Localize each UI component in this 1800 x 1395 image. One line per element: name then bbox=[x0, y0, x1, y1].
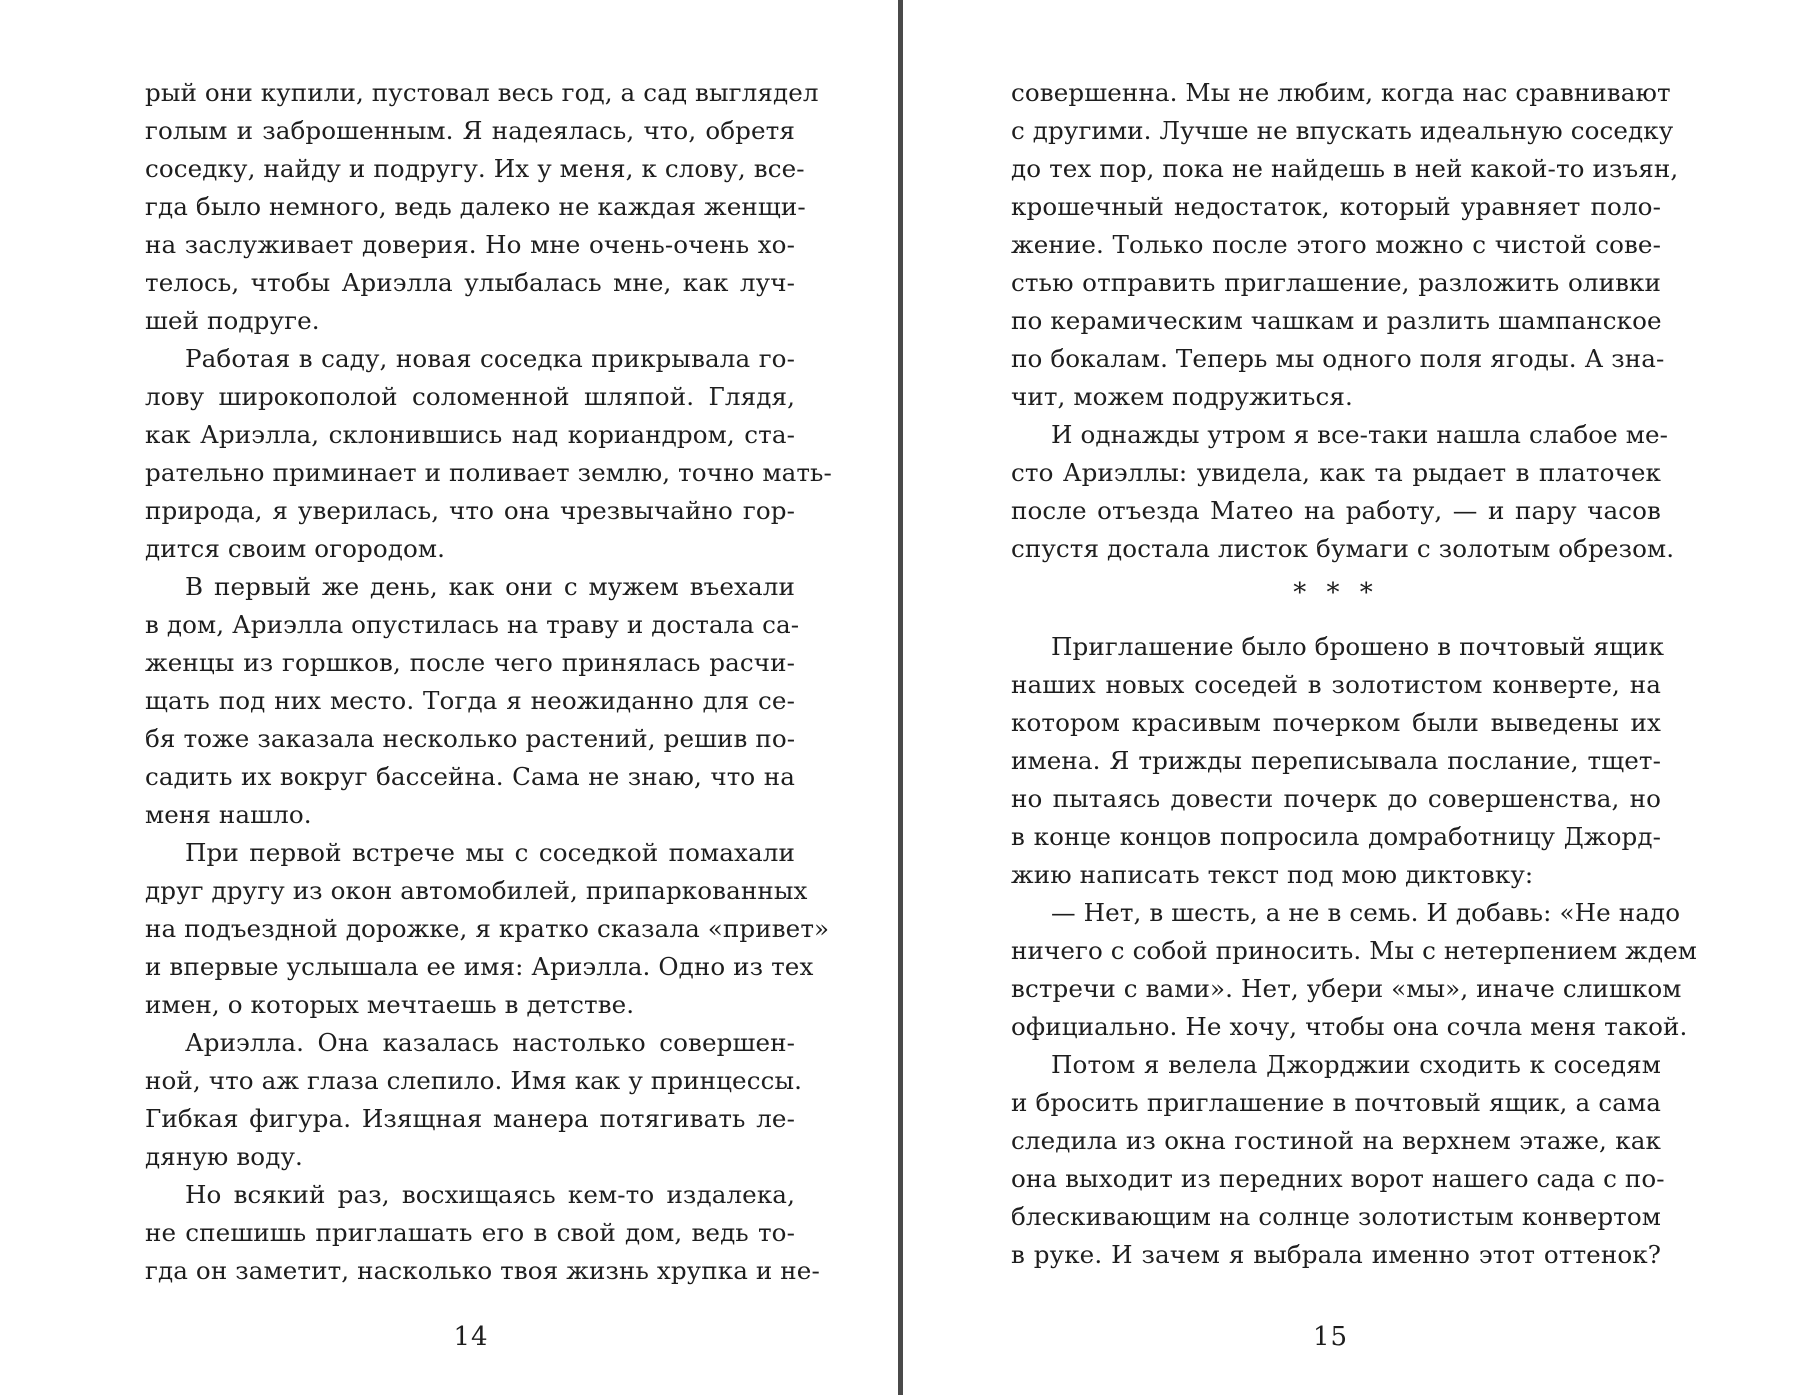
text-line: рательно приминает и поливает землю, точно мать- bbox=[145, 458, 832, 487]
left-page bbox=[0, 0, 898, 1395]
right-page-text-after-break bbox=[1011, 628, 1698, 1274]
text-line: бя тоже заказала несколько растений, решив по- bbox=[145, 724, 796, 753]
text-line: друг другу из окон автомобилей, припаркованных bbox=[145, 876, 808, 905]
right-page-number: 15 bbox=[1312, 1322, 1349, 1352]
text-line: блескивающим на солнце золотистым конвертом bbox=[1011, 1202, 1661, 1231]
section-break: * * * bbox=[1293, 578, 1379, 608]
paragraph bbox=[1011, 74, 1679, 416]
text-line: официально. Не хочу, чтобы она сочла меня такой. bbox=[1011, 1012, 1688, 1041]
text-line: Приглашение было брошено в почтовый ящик bbox=[1051, 632, 1665, 661]
text-line: природа, я уверилась, что она чрезвычайно гор- bbox=[145, 496, 795, 525]
text-line: женцы из горшков, после чего принялась расчи- bbox=[145, 648, 795, 677]
text-line: котором красивым почерком были выведены их bbox=[1011, 708, 1661, 737]
text-line: спустя достала листок бумаги с золотым обрезом. bbox=[1011, 534, 1675, 563]
text-line: стью отправить приглашение, разложить оливки bbox=[1011, 268, 1661, 297]
text-line: сто Ариэллы: увидела, как та рыдает в платочек bbox=[1011, 458, 1661, 487]
paragraph bbox=[145, 834, 830, 1024]
text-line: жию написать текст под мою диктовку: bbox=[1011, 860, 1534, 889]
text-line: но пытаясь довести почерк до совершенства, но bbox=[1011, 784, 1661, 813]
text-line: — Нет, в шесть, а не в семь. И добавь: «Не надо bbox=[1051, 898, 1681, 927]
text-line: на подъездной дорожке, я кратко сказала «привет» bbox=[145, 914, 830, 943]
text-line: меня нашло. bbox=[145, 800, 312, 829]
text-line: чит, можем подружиться. bbox=[1011, 382, 1353, 411]
paragraph bbox=[145, 568, 800, 834]
text-line: И однажды утром я все-таки нашла слабое ме- bbox=[1051, 420, 1669, 449]
text-line: рый они купили, пустовал весь год, а сад выглядел bbox=[145, 78, 819, 107]
text-line: гда он заметит, насколько твоя жизнь хрупка и не- bbox=[145, 1256, 820, 1285]
text-line: Потом я велела Джорджии сходить к соседям bbox=[1051, 1050, 1661, 1079]
right-page-text bbox=[1011, 74, 1698, 1274]
text-line: крошечный недостаток, который уравняет поло- bbox=[1011, 192, 1661, 221]
text-line: и бросить приглашение в почтовый ящик, а сама bbox=[1011, 1088, 1661, 1117]
paragraph bbox=[1011, 894, 1698, 1046]
text-line: Но всякий раз, восхищаясь кем-то издалека, bbox=[185, 1180, 795, 1209]
left-page-text bbox=[145, 74, 832, 1290]
paragraph bbox=[145, 74, 819, 340]
right-page-text-before-break bbox=[1011, 74, 1679, 568]
text-line: ной, что аж глаза слепило. Имя как у принцессы. bbox=[145, 1066, 803, 1095]
text-line: в руке. И зачем я выбрала именно этот оттенок? bbox=[1011, 1240, 1661, 1269]
paragraph bbox=[145, 1176, 820, 1290]
text-line: следила из окна гостиной на верхнем этаже, как bbox=[1011, 1126, 1661, 1155]
text-line: до тех пор, пока не найдешь в ней какой-то изъян, bbox=[1011, 154, 1679, 183]
text-line: шей подруге. bbox=[145, 306, 320, 335]
text-line: встречи с вами». Нет, убери «мы», иначе слишком bbox=[1011, 974, 1682, 1003]
text-line: наших новых соседей в золотистом конверте, на bbox=[1011, 670, 1661, 699]
paragraph bbox=[145, 340, 832, 568]
text-line: имен, о которых мечтаешь в детстве. bbox=[145, 990, 635, 1019]
paragraph bbox=[1011, 628, 1665, 894]
text-line: садить их вокруг бассейна. Сама не знаю, что на bbox=[145, 762, 795, 791]
text-line: голым и заброшенным. Я надеялась, что, обретя bbox=[145, 116, 795, 145]
text-line: в конце концов попросила домработницу Джорд- bbox=[1011, 822, 1661, 851]
text-line: как Ариэлла, склонившись над кориандром, ста- bbox=[145, 420, 795, 449]
text-line: после отъезда Матео на работу, — и пару часов bbox=[1011, 496, 1661, 525]
text-line: Работая в саду, новая соседка прикрывала го- bbox=[185, 344, 795, 373]
text-line: дяную воду. bbox=[145, 1142, 303, 1171]
text-line: соседку, найду и подругу. Их у меня, к слову, все- bbox=[145, 154, 805, 183]
text-line: в дом, Ариэлла опустилась на траву и достала са- bbox=[145, 610, 800, 639]
text-line: телось, чтобы Ариэлла улыбалась мне, как луч- bbox=[145, 268, 795, 297]
paragraph bbox=[1011, 1046, 1665, 1274]
text-line: Гибкая фигура. Изящная манера потягивать ле- bbox=[145, 1104, 795, 1133]
text-line: не спешишь приглашать его в свой дом, ведь то- bbox=[145, 1218, 795, 1247]
left-page-number: 14 bbox=[453, 1322, 489, 1352]
text-line: дится своим огородом. bbox=[145, 534, 446, 563]
paragraph bbox=[1011, 416, 1675, 568]
right-page bbox=[903, 0, 1800, 1395]
text-line: по керамическим чашкам и разлить шампанское bbox=[1011, 306, 1662, 335]
text-line: совершенна. Мы не любим, когда нас сравнивают bbox=[1011, 78, 1671, 107]
text-line: При первой встрече мы с соседкой помахали bbox=[185, 838, 795, 867]
text-line: В первый же день, как они с мужем въехали bbox=[185, 572, 795, 601]
text-line: жение. Только после этого можно с чистой сове- bbox=[1011, 230, 1661, 259]
text-line: гда было немного, ведь далеко не каждая женщи- bbox=[145, 192, 806, 221]
text-line: по бокалам. Теперь мы одного поля ягоды. А зна- bbox=[1011, 344, 1665, 373]
text-line: Ариэлла. Она казалась настолько совершен- bbox=[185, 1028, 795, 1057]
paragraph bbox=[145, 1024, 803, 1176]
text-line: она выходит из передних ворот нашего сада с по- bbox=[1011, 1164, 1665, 1193]
text-line: на заслуживает доверия. Но мне очень-очень хо- bbox=[145, 230, 795, 259]
text-line: с другими. Лучше не впускать идеальную соседку bbox=[1011, 116, 1674, 145]
text-line: имена. Я трижды переписывала послание, тщет- bbox=[1011, 746, 1661, 775]
text-line: щать под них место. Тогда я неожиданно для се- bbox=[145, 686, 795, 715]
text-line: лову широкополой соломенной шляпой. Глядя, bbox=[145, 382, 795, 411]
text-line: ничего с собой приносить. Мы с нетерпением ждем bbox=[1011, 936, 1698, 965]
text-line: и впервые услышала ее имя: Ариэлла. Одно из тех bbox=[145, 952, 814, 981]
